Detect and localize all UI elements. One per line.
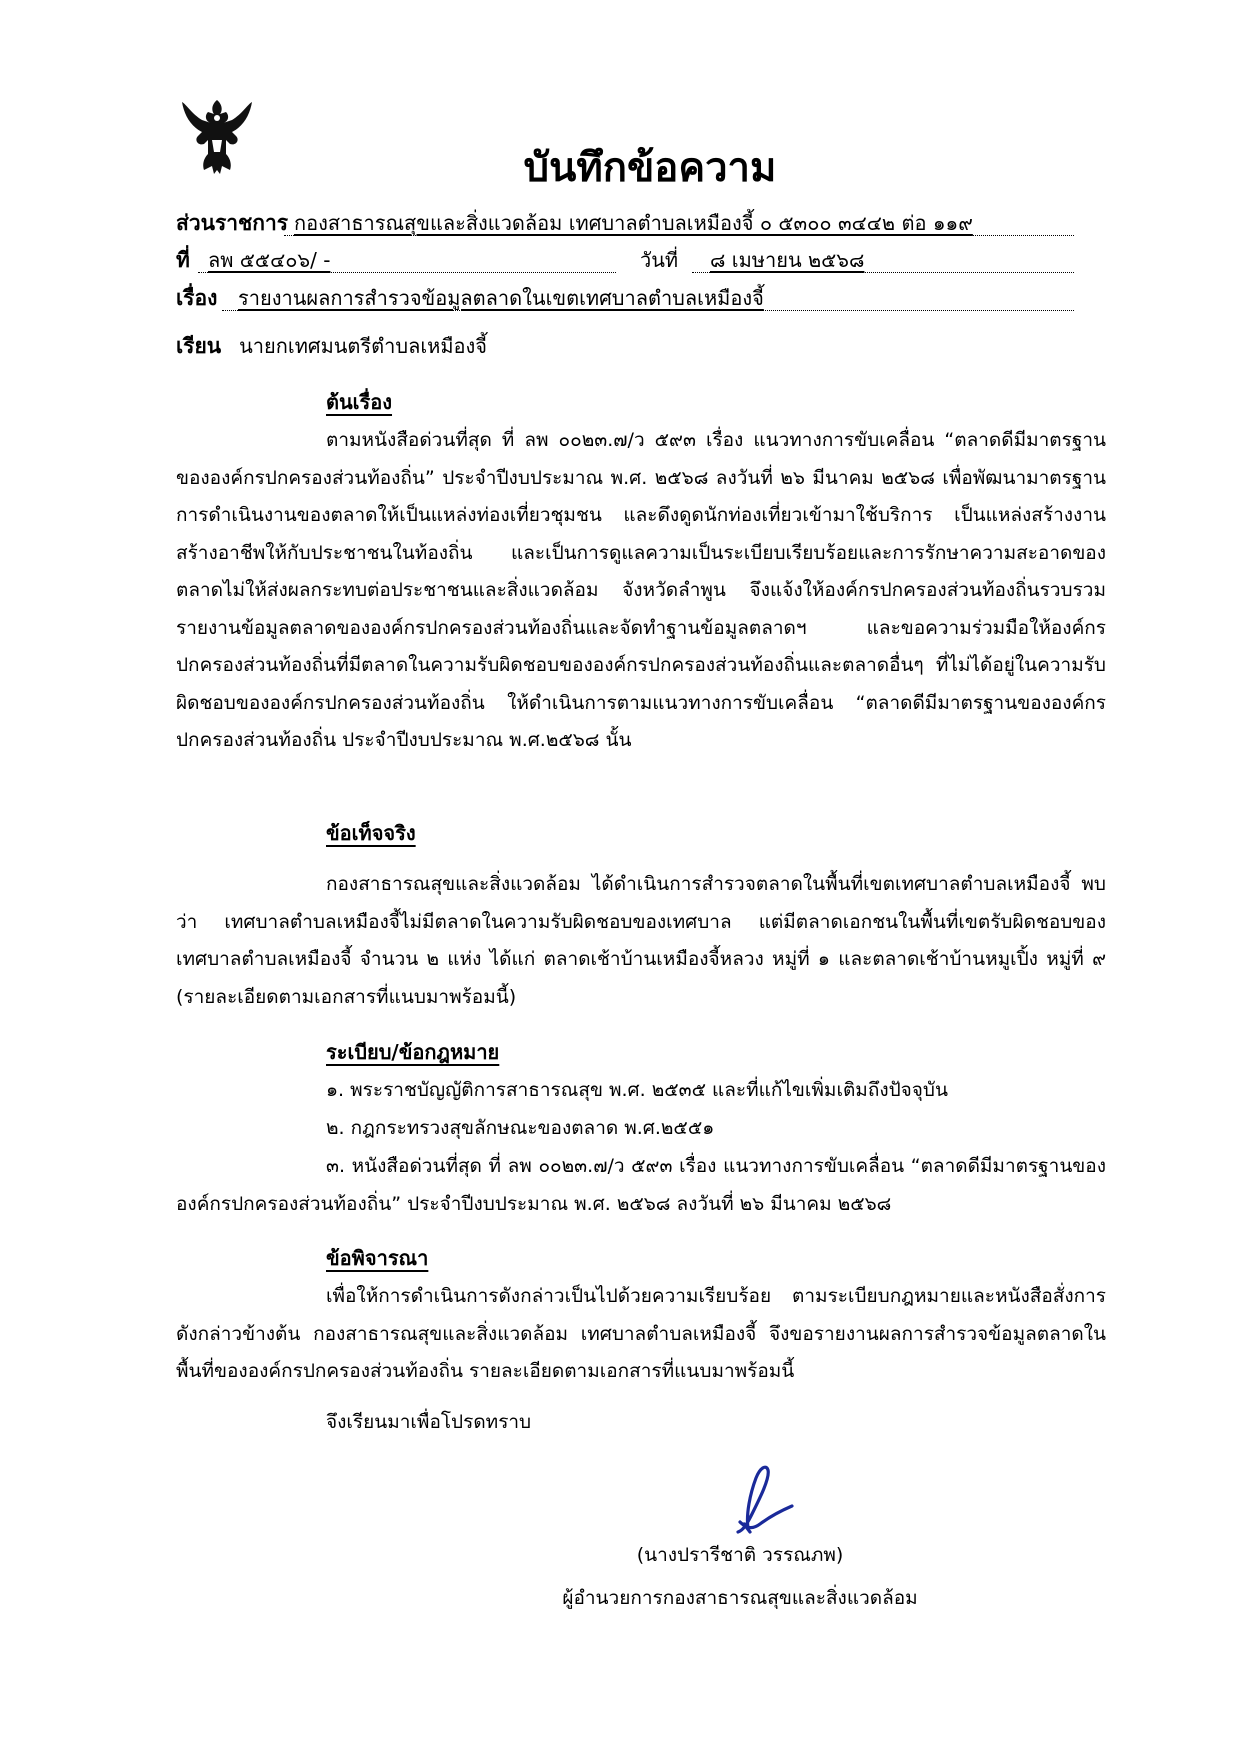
facts-heading: ข้อเท็จจริง <box>326 821 416 845</box>
ref-date-row <box>176 242 1076 278</box>
salutation <box>176 328 487 364</box>
subject-row <box>176 280 1076 316</box>
memo-title: บันทึกข้อความ <box>523 145 777 191</box>
date-value: ๘ เมษายน ๒๕๖๘ <box>710 248 865 272</box>
regulation-item-2: ๒. กฎกระทรวงสุขลักษณะของตลาด พ.ศ.๒๕๕๑ <box>326 1117 715 1139</box>
ref-value: ลพ ๕๕๔๐๖/ - <box>208 248 331 272</box>
regulations-heading: ระเบียบ/ข้อกฎหมาย <box>326 1040 500 1064</box>
regulation-item-3: ๓. หนังสือด่วนที่สุด ที่ ลพ ๐๐๒๓.๗/ว ๕๙๓ เรื่อง แนวทางการขับเคลื่อน “ตลาดดีมีมาตรฐานขององค์กรปกครองส่วนท้องถิ่น” ประจำปีงบประมาณ พ.ศ. ๒๕๖๘ ลงวันที่ ๒๖ มีนาคม ๒๕๖๘ <box>176 1155 1106 1215</box>
ref-label: ที่ <box>176 248 190 272</box>
considerations-paragraph: เพื่อให้การดำเนินการดังกล่าวเป็นไปด้วยความเรียบร้อย ตามระเบียบกฎหมายและหนังสือสั่งการดังกล่าวข้างต้น กองสาธารณสุขและสิ่งแวดล้อม เทศบาลตำบลเหมืองจี้ จึงขอรายงานผลการสำรวจข้อมูลตลาดในพื้นที่ขององค์กรปกครองส่วนท้องถิ่น รายละเอียดตามเอกสารที่แนบมาพร้อมนี้ <box>176 1285 1106 1382</box>
agency-value: กองสาธารณสุขและสิ่งแวดล้อม เทศบาลตำบลเหมืองจี้ ๐ ๕๓๐๐ ๓๔๔๒ ต่อ ๑๑๙ <box>294 211 973 235</box>
facts-paragraph: กองสาธารณสุขและสิ่งแวดล้อม ได้ดำเนินการสำรวจตลาดในพื้นที่เขตเทศบาลตำบลเหมืองจี้ พบว่า เทศบาลตำบลเหมืองจี้ไม่มีตลาดในความรับผิดชอบของเทศบาล แต่มีตลาดเอกชนในพื้นที่เขตรับผิดชอบของเทศบาลตำบลเหมืองจี้ จำนวน ๒ แห่ง ได้แก่ ตลาดเช้าบ้านเหมืองจี้หลวง หมู่ที่ ๑ และตลาดเช้าบ้านหมูเปิ้ง หมู่ที่ ๙ (รายละเอียดตามเอกสารที่แนบมาพร้อมนี้) <box>176 873 1106 1008</box>
handwritten-signature-icon <box>716 1458 806 1542</box>
closing-line: จึงเรียนมาเพื่อโปรดทราบ <box>326 1411 532 1433</box>
regulation-item-1: ๑. พระราชบัญญัติการสาธารณสุข พ.ศ. ๒๕๓๕ และที่แก้ไขเพิ่มเติมถึงปัจจุบัน <box>326 1079 948 1101</box>
subject-label: เรื่อง <box>176 286 218 310</box>
background-paragraph: ตามหนังสือด่วนที่สุด ที่ ลพ ๐๐๒๓.๗/ว ๕๙๓ เรื่อง แนวทางการขับเคลื่อน “ตลาดดีมีมาตรฐานขององค์กรปกครองส่วนท้องถิ่น” ประจำปีงบประมาณ พ.ศ. ๒๕๖๘ ลงวันที่ ๒๖ มีนาคม ๒๕๖๘ เพื่อพัฒนามาตรฐานการดำเนินงานของตลาดให้เป็นแหล่งท่องเที่ยวชุมชน และดึงดูดนักท่องเที่ยวเข้ามาใช้บริการ เป็นแหล่งสร้างงานสร้างอาชีพให้กับประชาชนในท้องถิ่น และเป็นการดูแลความเป็นระเบียบเรียบร้อยและการรักษาความสะอาดของตลาดไม่ให้ส่งผลกระทบต่อประชาชนและสิ่งแวดล้อม จังหวัดลำพูน จึงแจ้งให้องค์กรปกครองส่วนท้องถิ่นรวบรวมรายงานข้อมูลตลาดขององค์กรปกครองส่วนท้องถิ่นและจัดทำฐานข้อมูลตลาดฯ และขอความร่วมมือให้องค์กรปกครองส่วนท้องถิ่นที่มีตลาดในความรับผิดชอบขององค์กรปกครองส่วนท้องถิ่นและตลาดอื่นๆ ที่ไม่ได้อยู่ในความรับผิดชอบขององค์กรปกครองส่วนท้องถิ่น ให้ดำเนินการตามแนวทางการขับเคลื่อน “ตลาดดีมีมาตรฐานขององค์กรปกครองส่วนท้องถิ่น ประจำปีงบประมาณ พ.ศ.๒๕๖๘ นั้น <box>176 429 1106 751</box>
date-label: วันที่ <box>640 248 679 272</box>
considerations-heading: ข้อพิจารณา <box>326 1246 429 1270</box>
background-heading: ต้นเรื่อง <box>326 390 393 414</box>
to-label: เรียน <box>176 334 222 358</box>
to-value: นายกเทศมนตรีตำบลเหมืองจี้ <box>239 334 488 358</box>
signatory-name: (นางปรารีชาติ วรรณภพ) <box>636 1544 844 1566</box>
garuda-emblem-icon <box>178 96 256 178</box>
agency-row <box>176 205 1076 241</box>
agency-label: ส่วนราชการ <box>176 211 289 235</box>
subject-value: รายงานผลการสำรวจข้อมูลตลาดในเขตเทศบาลตำบลเหมืองจี้ <box>238 286 764 310</box>
signatory-position: ผู้อำนวยการกองสาธารณสุขและสิ่งแวดล้อม <box>562 1587 918 1609</box>
